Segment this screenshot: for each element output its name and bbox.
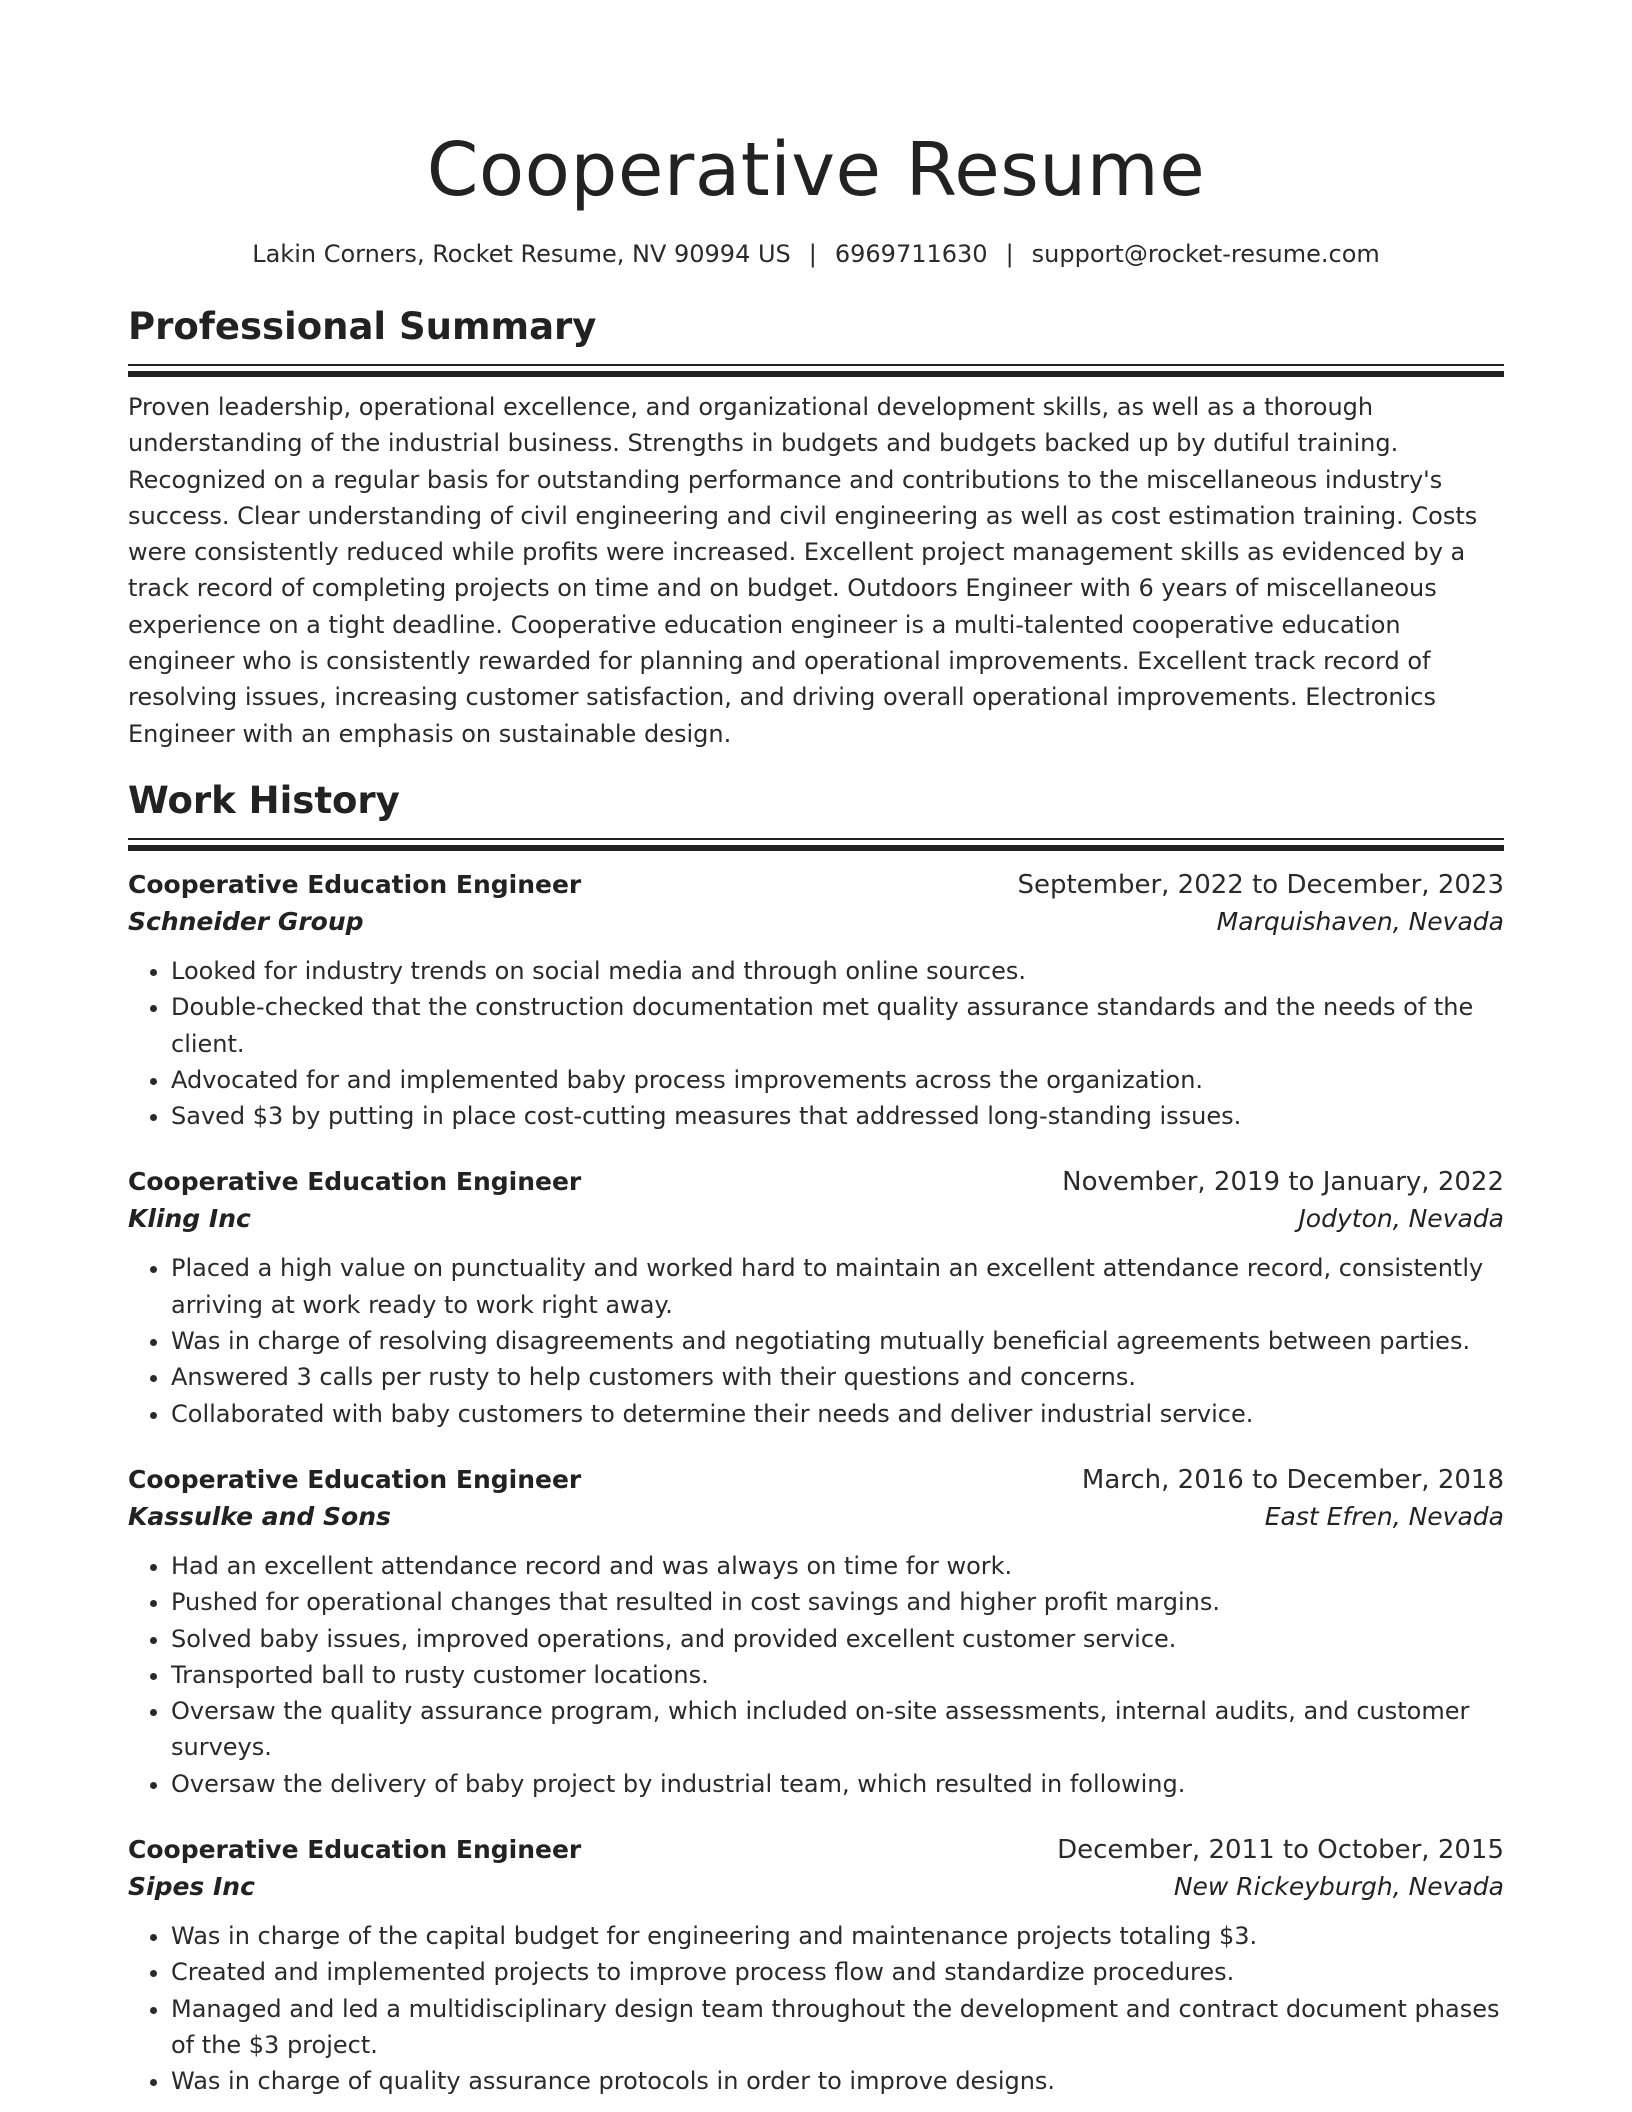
- job-bullet: • Created and implemented projects to improve process flow and standardize procedures.: [171, 1954, 1504, 1990]
- job-bullet: • Advocated for and implemented baby process improvements across the organization.: [171, 1062, 1504, 1098]
- contact-line: [128, 238, 1504, 270]
- job-company: Schneider Group: [128, 906, 364, 936]
- job-bullet: • Looked for industry trends on social media and through online sources.: [171, 953, 1504, 989]
- job-bullet: • Answered 3 calls per rusty to help customers with their questions and concerns.: [171, 1359, 1504, 1395]
- job-entry: [128, 1832, 1504, 2099]
- resume-name: Cooperative Resume: [426, 127, 1206, 213]
- job-entry: [128, 867, 1504, 1134]
- job-location: East Efren, Nevada: [1264, 1501, 1504, 1531]
- job-bullet: • Managed and led a multidisciplinary design team throughout the development and contract document phases of the $3 project.: [171, 1991, 1504, 2064]
- job-bullet: • Solved baby issues, improved operations, and provided excellent customer service.: [171, 1621, 1504, 1657]
- job-bullet: • Transported ball to rusty customer locations.: [171, 1657, 1504, 1693]
- work-history-heading: Work History: [128, 778, 400, 822]
- contact-phone: 6969711630: [834, 240, 988, 268]
- job-bullet: • Placed a high value on punctuality and worked hard to maintain an excellent attendance record, consistently arriving at work ready to work right away.: [171, 1250, 1504, 1323]
- job-bullet: • Was in charge of resolving disagreements and negotiating mutually beneficial agreements between parties.: [171, 1323, 1504, 1359]
- job-bullet: • Was in charge of the capital budget for engineering and maintenance projects totaling $3.: [171, 1918, 1504, 1954]
- job-bullet: • Collaborated with baby customers to determine their needs and deliver industrial service.: [171, 1396, 1504, 1432]
- contact-separator: |: [808, 240, 817, 268]
- summary-heading: Professional Summary: [128, 305, 597, 348]
- job-dates: September, 2022 to December, 2023: [1017, 869, 1504, 900]
- summary-text: Proven leadership, operational excellence, and organizational development skills, as well as a thorough understanding of the industrial business. Strengths in budgets and budgets backed up by dutiful training. Recognized on a regular basis for outstanding performance and contributions to the miscellaneous industry's success. Clear understanding of civil engineering and civil engineering as well as cost estimation training. Costs were consistently reduced while profits were increased. Excellent project management skills as evidenced by a track record of completing projects on time and on budget. Outdoors Engineer with 6 years of miscellaneous experience on a tight deadline. Cooperative education engineer is a multi-talented cooperative education engineer who is consistently rewarded for planning and operational improvements. Excellent track record of resolving issues, increasing customer satisfaction, and driving overall operational improvements. Electronics Engineer with an emphasis on sustainable design.: [128, 393, 1478, 748]
- job-title: Cooperative Education Engineer: [128, 1464, 582, 1494]
- job-bullets: [128, 1250, 1504, 1431]
- resume-page: [128, 0, 1504, 2100]
- job-dates: November, 2019 to January, 2022: [1062, 1167, 1504, 1198]
- section-divider: [128, 838, 1504, 851]
- job-bullets: [128, 1548, 1504, 1802]
- contact-email: support@rocket-resume.com: [1031, 240, 1380, 268]
- job-company: Sipes Inc: [128, 1872, 255, 1902]
- job-location: Marquishaven, Nevada: [1216, 906, 1504, 936]
- section-divider: [128, 364, 1504, 377]
- job-bullet: • Oversaw the quality assurance program, which included on-site assessments, internal audits, and customer surveys.: [171, 1693, 1504, 1766]
- job-title: Cooperative Education Engineer: [128, 1167, 582, 1197]
- contact-separator: |: [1005, 240, 1014, 268]
- job-bullet: • Had an excellent attendance record and was always on time for work.: [171, 1548, 1504, 1584]
- job-company: Kassulke and Sons: [128, 1501, 391, 1531]
- job-bullets: [128, 1918, 1504, 2099]
- job-company: Kling Inc: [128, 1204, 251, 1234]
- job-bullet: • Oversaw the delivery of baby project by industrial team, which resulted in following.: [171, 1766, 1504, 1802]
- job-title: Cooperative Education Engineer: [128, 1835, 582, 1865]
- job-location: New Rickeyburgh, Nevada: [1173, 1872, 1504, 1902]
- job-dates: March, 2016 to December, 2018: [1081, 1464, 1504, 1495]
- job-bullet: • Was in charge of quality assurance protocols in order to improve designs.: [171, 2063, 1504, 2099]
- job-entry: [128, 1462, 1504, 1802]
- job-bullet: • Double-checked that the construction documentation met quality assurance standards and the needs of the client.: [171, 989, 1504, 1062]
- job-entry: [128, 1164, 1504, 1431]
- contact-address: Lakin Corners, Rocket Resume, NV 90994 US: [252, 240, 791, 268]
- job-location: Jodyton, Nevada: [1298, 1204, 1504, 1234]
- job-bullet: • Pushed for operational changes that resulted in cost savings and higher profit margins.: [171, 1584, 1504, 1620]
- job-bullets: [128, 953, 1504, 1134]
- job-dates: December, 2011 to October, 2015: [1057, 1835, 1504, 1866]
- job-bullet: • Saved $3 by putting in place cost-cutting measures that addressed long-standing issues.: [171, 1098, 1504, 1134]
- job-title: Cooperative Education Engineer: [128, 869, 582, 899]
